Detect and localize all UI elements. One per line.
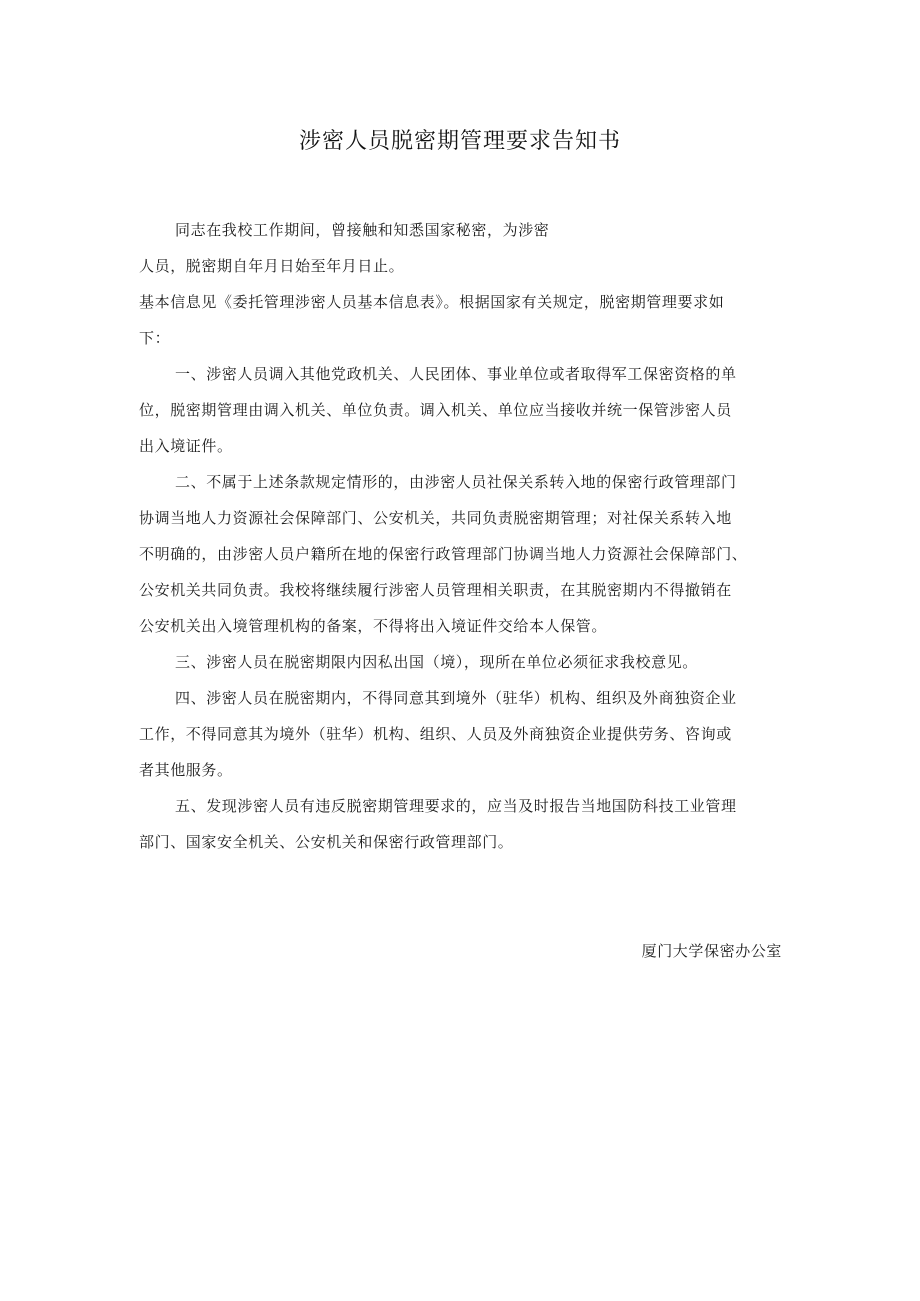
item-4-line-1: 四、涉密人员在脱密期内，不得同意其到境外（驻华）机构、组织及外商独资企业: [175, 689, 737, 707]
intro-line-1: 同志在我校工作期间，曾接触和知悉国家秘密，为涉密: [175, 221, 550, 239]
intro-line-3: 基本信息见《委托管理涉密人员基本信息表》。根据国家有关规定，脱密期管理要求如: [139, 293, 725, 311]
item-4-paragraph: [139, 680, 785, 788]
item-5-paragraph: [139, 788, 785, 860]
item-2-line-5: 公安机关出入境管理机构的备案，不得将出入境证件交给本人保管。: [139, 617, 608, 635]
item-2-line-3: 不明确的，由涉密人员户籍所在地的保密行政管理部门协调当地人力资源社会保障部门、: [139, 545, 748, 563]
item-1-line-1: 一、涉密人员调入其他党政机关、人民团体、事业单位或者取得军工保密资格的单: [175, 365, 737, 383]
item-1-line-2: 位，脱密期管理由调入机关、单位负责。调入机关、单位应当接收并统一保管涉密人员: [139, 401, 732, 419]
intro-line-2: 人员，脱密期自年月日始至年月日止。: [139, 257, 405, 275]
intro-line-4: 下：: [139, 329, 171, 347]
item-1-line-3: 出入境证件。: [139, 437, 233, 455]
item-2-line-4: 公安机关共同负责。我校将继续履行涉密人员管理相关职责，在其脱密期内不得撤销在: [139, 581, 732, 599]
issuer-signature: 厦门大学保密办公室: [641, 942, 782, 960]
intro-paragraph: [139, 212, 785, 356]
document-title: 涉密人员脱密期管理要求告知书: [298, 129, 621, 154]
item-2-line-1: 二、不属于上述条款规定情形的，由涉密人员社保关系转入地的保密行政管理部门: [175, 473, 737, 491]
document-body: [139, 212, 785, 860]
item-5-line-1: 五、发现涉密人员有违反脱密期管理要求的，应当及时报告当地国防科技工业管理: [175, 797, 737, 815]
item-5-line-2: 部门、国家安全机关、公安机关和保密行政管理部门。: [139, 833, 514, 851]
item-2-line-2: 协调当地人力资源社会保障部门、公安机关，共同负责脱密期管理；对社保关系转入地: [139, 509, 732, 527]
item-2-paragraph: [139, 464, 785, 644]
item-1-paragraph: [139, 356, 785, 464]
item-4-line-2: 工作，不得同意其为境外（驻华）机构、组织、人员及外商独资企业提供劳务、咨询或: [139, 725, 732, 743]
item-3-paragraph: [139, 644, 785, 680]
item-4-line-3: 者其他服务。: [139, 761, 233, 779]
item-3-line-1: 三、涉密人员在脱密期限内因私出国（境），现所在单位必须征求我校意见。: [175, 653, 698, 671]
